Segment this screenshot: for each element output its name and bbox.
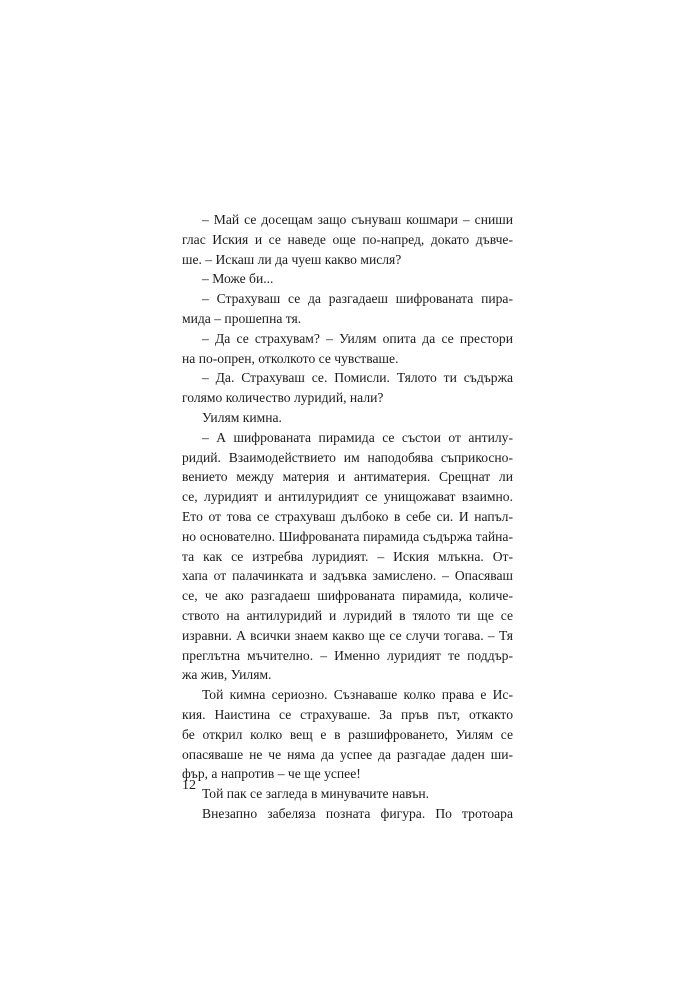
text-line: бе открил колко вещ е в разшифроването, Уилям се <box>182 726 513 742</box>
text-line: ше. – Искаш ли да чуеш какво мисля? <box>182 251 402 267</box>
text-line: – Да се страхувам? – Уилям опита да се престори <box>202 330 513 346</box>
text-line: та как се изтребва луридият. – Иския млъкна. От- <box>182 548 513 564</box>
text-line: Уилям кимна. <box>202 409 282 425</box>
text-line: фър, а напротив – че ще успее! <box>182 766 361 782</box>
text-line: вението между материя и антиматерия. Срещнат ли <box>182 469 513 485</box>
body-text <box>182 210 513 824</box>
text-line: кия. Наистина се страхуваше. За пръв път, откакто <box>182 706 513 722</box>
page-number: 12 <box>182 778 196 793</box>
text-line: жа жив, Уилям. <box>182 667 272 683</box>
text-line: преглътна мъчително. – Именно луридият те поддър- <box>182 647 513 663</box>
text-line: се, луридият и антилуридият се унищожават взаимно. <box>182 489 513 505</box>
text-line: ството на антилуридий и луридий в тялото ти ще се <box>182 607 513 623</box>
text-line: хапа от палачинката и задъвка замислено. – Опасяваш <box>182 568 513 584</box>
text-line: – Може би... <box>202 271 274 287</box>
text-line: – Да. Страхуваш се. Помисли. Тялото ти съдържа <box>202 370 513 386</box>
text-line: – Май се досещам защо сънуваш кошмари – сниши <box>202 212 513 227</box>
text-line: Внезапно забеляза позната фигура. По тротоара <box>202 805 513 821</box>
text-line: изравни. А всички знаем какво ще се случи тогава. – Тя <box>182 627 513 643</box>
text-line: Той кимна сериозно. Съзнаваше колко права е Ис- <box>202 687 513 703</box>
text-line: Ето от това се страхуваш дълбоко в себе си. И напъл- <box>182 508 513 524</box>
text-line: но основателно. Шифрованата пирамида съдържа тайна- <box>182 528 513 544</box>
text-line: глас Иския и се наведе още по-напред, докато дъвче- <box>182 231 513 247</box>
text-line: голямо количество луридий, нали? <box>182 390 384 406</box>
text-line: се, че ако разгадаеш шифрованата пирамида, количе- <box>182 588 513 604</box>
text-line: мида – прошепна тя. <box>182 310 302 326</box>
text-line: опасяваше не че няма да успее да разгадае даден ши- <box>182 746 513 762</box>
text-line: Той пак се загледа в минувачите навън. <box>202 786 430 802</box>
text-line: ридий. Взаимодействието им наподобява съприкосно- <box>182 449 513 465</box>
text-line: на по-опрен, отколкото се чувстваше. <box>182 350 399 366</box>
text-line: – Страхуваш се да разгадаеш шифрованата пира- <box>202 291 513 307</box>
text-line: – А шифрованата пирамида се състои от антилу- <box>202 429 513 445</box>
